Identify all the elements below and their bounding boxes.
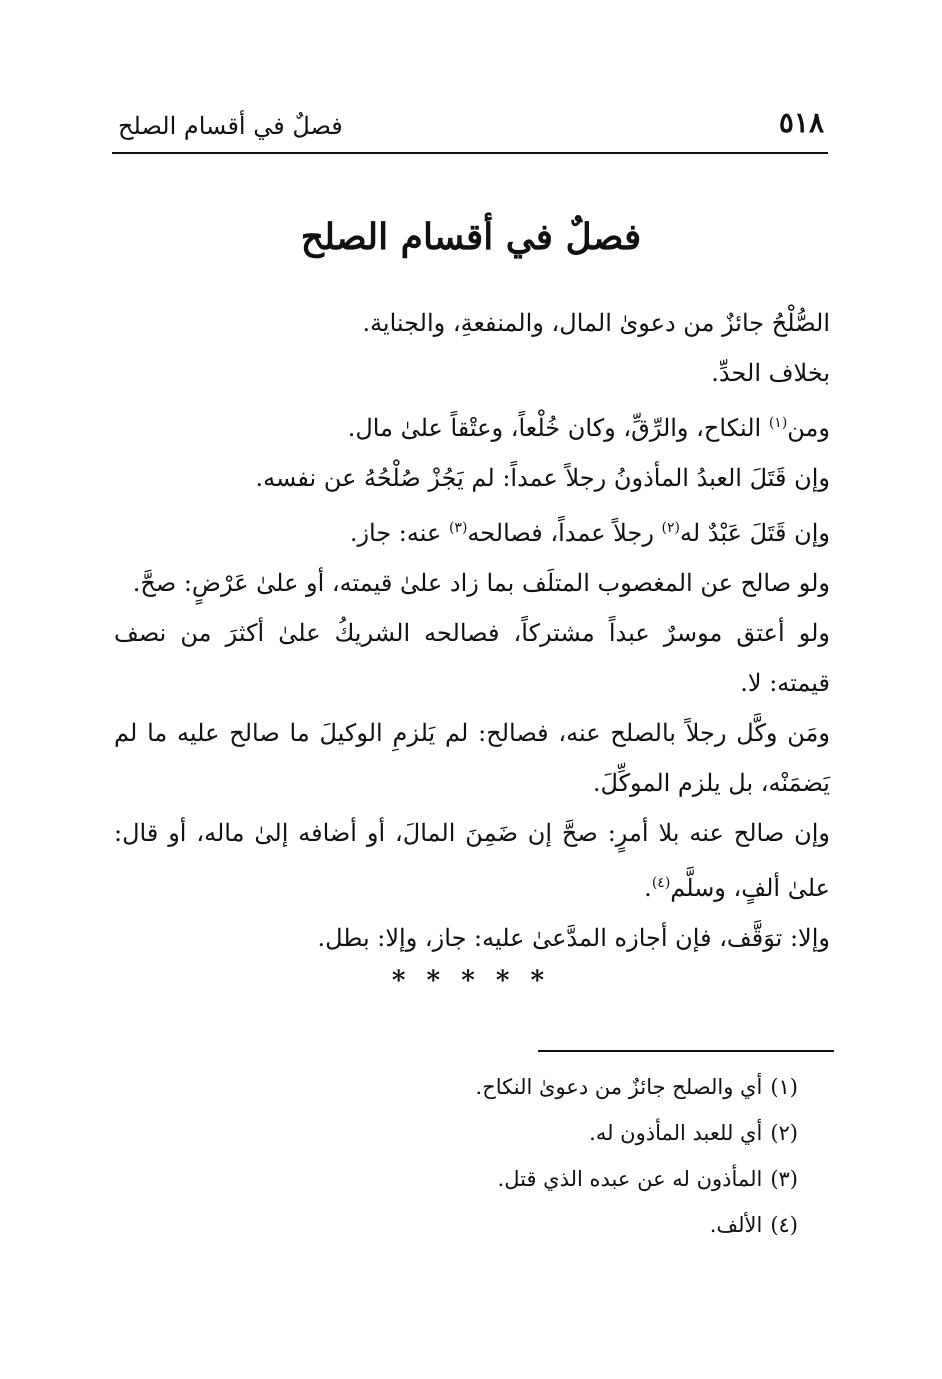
body-text: [114, 298, 830, 963]
footnote-text: المأذون له عن عبده الذي قتل.: [497, 1167, 763, 1191]
section-separator: * * * * *: [391, 966, 551, 996]
footnote-number: (٣): [770, 1167, 798, 1191]
paragraph: ومَن وكَّل رجلاً بالصلح عنه، فصالح: لم يَلزمِ الوكيلَ ما صالح عليه ما لم يَضمَنْه، بل يلزم الموكِّلَ.: [114, 719, 830, 797]
footnote-text: أي والصلح جائزٌ من دعوىٰ النكاح.: [475, 1075, 763, 1099]
running-header: [112, 104, 828, 154]
footnote: [198, 1110, 798, 1156]
paragraph-text: .: [644, 874, 652, 902]
footnote-ref: (١): [768, 415, 788, 431]
footnote-number: (١): [770, 1075, 798, 1099]
paragraph: بخلاف الحدِّ.: [711, 359, 830, 387]
footnote-divider: [538, 1050, 834, 1052]
chapter-title: فصلٌ في أقسام الصلح: [300, 216, 642, 258]
footnote: [198, 1064, 798, 1110]
paragraph-text: رجلاً عمداً، فصالحه: [467, 519, 662, 547]
footnote: [198, 1156, 798, 1202]
paragraph-text: وإن قَتَلَ عَبْدٌ له: [680, 519, 830, 547]
footnote-text: الألف.: [709, 1213, 763, 1237]
paragraph-text: النكاح، والرِّقِّ، وكان خُلْعاً، وعتْقاً علىٰ مال.: [347, 414, 769, 442]
paragraph: وإلا: توَقَّف، فإن أجازه المدَّعىٰ عليه: جاز، وإلا: بطل.: [317, 924, 830, 952]
paragraph-text: عنه: جاز.: [349, 519, 449, 547]
footnote-ref: (٤): [651, 875, 671, 891]
footnote-number: (٤): [770, 1213, 798, 1237]
paragraph: ولو صالح عن المغصوب المتلَف بما زاد علىٰ قيمته، أو علىٰ عَرْضٍ: صحَّ.: [132, 569, 830, 597]
footnotes: [198, 1064, 798, 1248]
paragraph: [114, 808, 830, 913]
footnote-ref: (٣): [448, 520, 468, 536]
footnote-number: (٢): [770, 1121, 798, 1145]
paragraph: ولو أعتق موسرٌ عبداً مشتركاً، فصالحه الشريكُ علىٰ أكثرَ من نصف قيمته: لا.: [114, 619, 830, 697]
paragraph-text: وإن صالح عنه بلا أمرٍ: صحَّ إن ضَمِنَ المالَ، أو أضافه إلىٰ ماله، أو قال: علىٰ ألفٍ، وسلَّم: [114, 819, 830, 902]
paragraph-text: ومن: [787, 414, 830, 442]
page-number: ٥١٨: [778, 106, 824, 139]
paragraph: [114, 398, 830, 453]
paragraph: الصُّلْحُ جائزٌ من دعوىٰ المال، والمنفعةِ، والجناية.: [362, 309, 830, 337]
footnote-ref: (٢): [661, 520, 680, 536]
footnote-text: أي للعبد المأذون له.: [589, 1121, 763, 1145]
paragraph: وإن قَتَلَ العبدُ المأذونُ رجلاً عمداً: لم يَجُزْ صُلْحُهُ عن نفسه.: [255, 464, 830, 492]
running-header-title: فصلٌ في أقسام الصلح: [118, 112, 343, 140]
footnote: [198, 1202, 798, 1248]
paragraph: [114, 503, 830, 558]
